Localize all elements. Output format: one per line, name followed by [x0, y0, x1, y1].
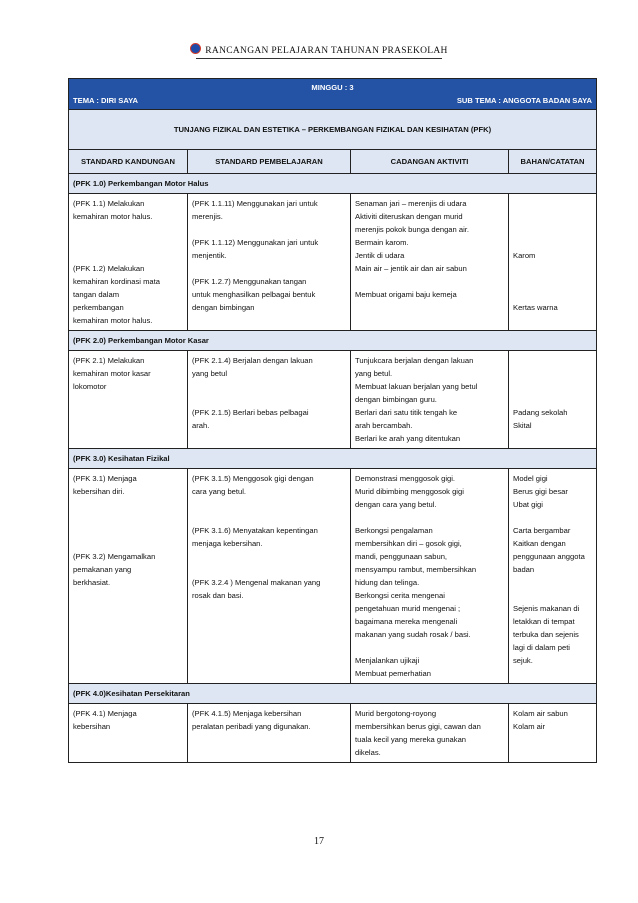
cell-line: kemahiran motor halus. [73, 212, 153, 221]
cell-line: (PFK 3.2.4 ) Mengenal makanan yang [192, 578, 321, 587]
cell-line: Kertas warna [513, 303, 558, 312]
cell-line: (PFK 1.2) Melakukan [73, 264, 145, 273]
cell-line: membersihkan berus gigi, cawan dan [355, 722, 481, 731]
cell-line [192, 563, 346, 576]
cell-aktiviti [351, 194, 509, 331]
cell-line: mensyampu rambut, membersihkan [355, 565, 477, 574]
cell-line: merenjis. [192, 212, 223, 221]
cell-line: sejuk. [513, 656, 533, 665]
cell-line: (PFK 3.1) Menjaga [73, 474, 137, 483]
cell-line: merenjis pokok bunga dengan air. [355, 225, 469, 234]
cell-kandungan [69, 469, 188, 684]
cell-pembelajaran [188, 351, 351, 449]
section-header-row [69, 449, 597, 469]
pillar-title: TUNJANG FIZIKAL DAN ESTETIKA – PERKEMBANGAN FIZIKAL DAN KESIHATAN (PFK) [69, 110, 597, 150]
cell-line: menjentik. [192, 251, 227, 260]
cell-line: terbuka dan sejenis [513, 630, 579, 639]
cell-line: Skital [513, 421, 532, 430]
cell-line: (PFK 2.1.4) Berjalan dengan lakuan [192, 356, 313, 365]
section-header-row [69, 331, 597, 351]
cell-line: Berlari dari satu titik tengah ke [355, 408, 458, 417]
cell-line: (PFK 3.2) Mengamalkan [73, 552, 156, 561]
cell-line: perkembangan [73, 303, 124, 312]
cell-line: Ubat gigi [513, 500, 543, 509]
cell-line: Menjalankan ujikaji [355, 656, 420, 665]
cell-line [355, 641, 504, 654]
cell-line: pengetahuan murid mengenai ; [355, 604, 461, 613]
cell-line: lokomotor [73, 382, 107, 391]
cell-line: cara yang betul. [192, 487, 247, 496]
cell-aktiviti [351, 704, 509, 763]
cell-line [73, 511, 183, 524]
cell-line: yang betul [192, 369, 228, 378]
section-title: (PFK 2.0) Perkembangan Motor Kasar [69, 331, 597, 351]
cell-line [73, 498, 183, 511]
cell-line: dikelas. [355, 748, 381, 757]
cell-line [513, 393, 592, 406]
cell-line: mandi, penggunaan sabun, [355, 552, 448, 561]
cell-pembelajaran [188, 194, 351, 331]
cell-line: Demonstrasi menggosok gigi. [355, 474, 456, 483]
cell-line: penggunaan anggota [513, 552, 585, 561]
cell-line [513, 354, 592, 367]
cell-line: untuk menghasilkan pelbagai bentuk [192, 290, 316, 299]
cell-line: peralatan peribadi yang digunakan. [192, 722, 311, 731]
section-header-row [69, 684, 597, 704]
cell-line [355, 511, 504, 524]
subtheme-label: SUB TEMA : ANGGOTA BADAN SAYA [456, 96, 593, 105]
page-number: 17 [314, 836, 324, 847]
cell-kandungan [69, 351, 188, 449]
pillar-row [69, 110, 597, 150]
cell-line: Tunjukcara berjalan dengan lakuan [355, 356, 474, 365]
cell-line [192, 380, 346, 393]
cell-line [513, 511, 592, 524]
cell-aktiviti [351, 469, 509, 684]
cell-line: Membuat pemerhatian [355, 669, 431, 678]
cell-line: membersihkan diri – gosok gigi, [355, 539, 462, 548]
cell-line: (PFK 2.1.5) Berlari bebas pelbagai [192, 408, 309, 417]
cell-line: (PFK 1.2.7) Menggunakan tangan [192, 277, 307, 286]
cell-line [513, 262, 592, 275]
cell-aktiviti [351, 351, 509, 449]
cell-line: berkhasiat. [73, 578, 111, 587]
cell-line: (PFK 1.1.11) Menggunakan jari untuk [192, 199, 318, 208]
cell-line [355, 275, 504, 288]
section-title: (PFK 4.0)Kesihatan Persekitaran [69, 684, 597, 704]
cell-line [513, 223, 592, 236]
cell-line [192, 223, 346, 236]
column-header-row [69, 150, 597, 174]
cell-line [513, 275, 592, 288]
cell-kandungan [69, 704, 188, 763]
header-rule [196, 58, 442, 59]
cell-line [73, 223, 183, 236]
cell-line: Karom [513, 251, 536, 260]
section-title: (PFK 1.0) Perkembangan Motor Halus [69, 174, 597, 194]
cell-line [73, 236, 183, 249]
cell-line [513, 197, 592, 210]
cell-line [192, 550, 346, 563]
cell-line: (PFK 3.1.6) Menyatakan kepentingan [192, 526, 318, 535]
cell-line: Senaman jari – merenjis di udara [355, 199, 467, 208]
column-header-kandungan: STANDARD KANDUNGAN [69, 150, 188, 174]
cell-line: Sejenis makanan di [513, 604, 580, 613]
cell-line: bagaimana mereka mengenali [355, 617, 458, 626]
cell-line: lagi di dalam peti [513, 643, 570, 652]
cell-line [513, 380, 592, 393]
week-banner-row [69, 79, 597, 110]
cell-line: Murid dibimbing menggosok gigi [355, 487, 464, 496]
cell-line: makanan yang sudah rosak / basi. [355, 630, 471, 639]
cell-line: tuala kecil yang mereka gunakan [355, 735, 467, 744]
cell-line: dengan cara yang betul. [355, 500, 437, 509]
cell-bahan [509, 194, 597, 331]
cell-bahan [509, 704, 597, 763]
cell-line [73, 524, 183, 537]
cell-line [192, 511, 346, 524]
cell-kandungan [69, 194, 188, 331]
cell-line: Main air – jentik air dan air sabun [355, 264, 467, 273]
cell-line: Berus gigi besar [513, 487, 568, 496]
cell-line: Bermain karom. [355, 238, 409, 247]
cell-bahan [509, 469, 597, 684]
column-header-aktiviti: CADANGAN AKTIVITI [351, 150, 509, 174]
cell-line: Berkongsi pengalaman [355, 526, 433, 535]
cell-line: arah bercambah. [355, 421, 413, 430]
cell-line [513, 210, 592, 223]
cell-line: menjaga kebersihan. [192, 539, 263, 548]
cell-bahan [509, 351, 597, 449]
cell-line: (PFK 1.1) Melakukan [73, 199, 145, 208]
cell-line [513, 367, 592, 380]
cell-line [73, 537, 183, 550]
cell-line: hidung dan telinga. [355, 578, 420, 587]
cell-line: Kaitkan dengan [513, 539, 566, 548]
column-header-pembelajaran: STANDARD PEMBELAJARAN [188, 150, 351, 174]
cell-pembelajaran [188, 704, 351, 763]
cell-line: yang betul. [355, 369, 393, 378]
cell-line: (PFK 2.1) Melakukan [73, 356, 145, 365]
cell-line: dengan bimbingan [192, 303, 255, 312]
section-title: (PFK 3.0) Kesihatan Fizikal [69, 449, 597, 469]
cell-line: kemahiran motor halus. [73, 316, 153, 325]
cell-line: Kolam air sabun [513, 709, 568, 718]
section-content-row [69, 351, 597, 449]
cell-line: (PFK 4.1) Menjaga [73, 709, 137, 718]
cell-line: Berkongsi cerita mengenai [355, 591, 445, 600]
cell-line: Membuat origami baju kemeja [355, 290, 457, 299]
ministry-logo-icon [190, 43, 201, 54]
cell-line: (PFK 1.1.12) Menggunakan jari untuk [192, 238, 319, 247]
column-header-bahan: BAHAN/CATATAN [509, 150, 597, 174]
cell-line: Aktiviti diteruskan dengan murid [355, 212, 463, 221]
lesson-plan-table [68, 78, 597, 763]
cell-line [513, 589, 592, 602]
cell-line [73, 249, 183, 262]
week-label: MINGGU : 3 [311, 83, 354, 92]
cell-line: tangan dalam [73, 290, 120, 299]
cell-line: kebersihan diri. [73, 487, 125, 496]
cell-line [192, 393, 346, 406]
section-content-row [69, 194, 597, 331]
cell-line: Padang sekolah [513, 408, 568, 417]
cell-line: kemahiran motor kasar [73, 369, 151, 378]
section-content-row [69, 469, 597, 684]
cell-line [192, 262, 346, 275]
section-header-row [69, 174, 597, 194]
cell-line: (PFK 3.1.5) Menggosok gigi dengan [192, 474, 314, 483]
cell-line: Kolam air [513, 722, 546, 731]
cell-line: Carta bergambar [513, 526, 571, 535]
cell-line: Jentik di udara [355, 251, 405, 260]
cell-line: Berlari ke arah yang ditentukan [355, 434, 461, 443]
theme-label: TEMA : DIRI SAYA [73, 96, 138, 105]
cell-line: arah. [192, 421, 210, 430]
cell-line: Membuat lakuan berjalan yang betul [355, 382, 478, 391]
cell-line: pemakanan yang [73, 565, 132, 574]
page-header [0, 43, 638, 56]
cell-line: rosak dan basi. [192, 591, 244, 600]
cell-pembelajaran [188, 469, 351, 684]
cell-line [192, 498, 346, 511]
cell-line: kemahiran kordinasi mata [73, 277, 160, 286]
cell-line: Model gigi [513, 474, 548, 483]
cell-line: kebersihan [73, 722, 111, 731]
section-content-row [69, 704, 597, 763]
cell-line: letakkan di tempat [513, 617, 575, 626]
cell-line [513, 576, 592, 589]
document-title: RANCANGAN PELAJARAN TAHUNAN PRASEKOLAH [205, 46, 448, 56]
cell-line: dengan bimbingan guru. [355, 395, 437, 404]
cell-line [513, 288, 592, 301]
cell-line [513, 236, 592, 249]
cell-line: Murid bergotong-royong [355, 709, 437, 718]
cell-line: badan [513, 565, 535, 574]
cell-line: (PFK 4.1.5) Menjaga kebersihan [192, 709, 302, 718]
